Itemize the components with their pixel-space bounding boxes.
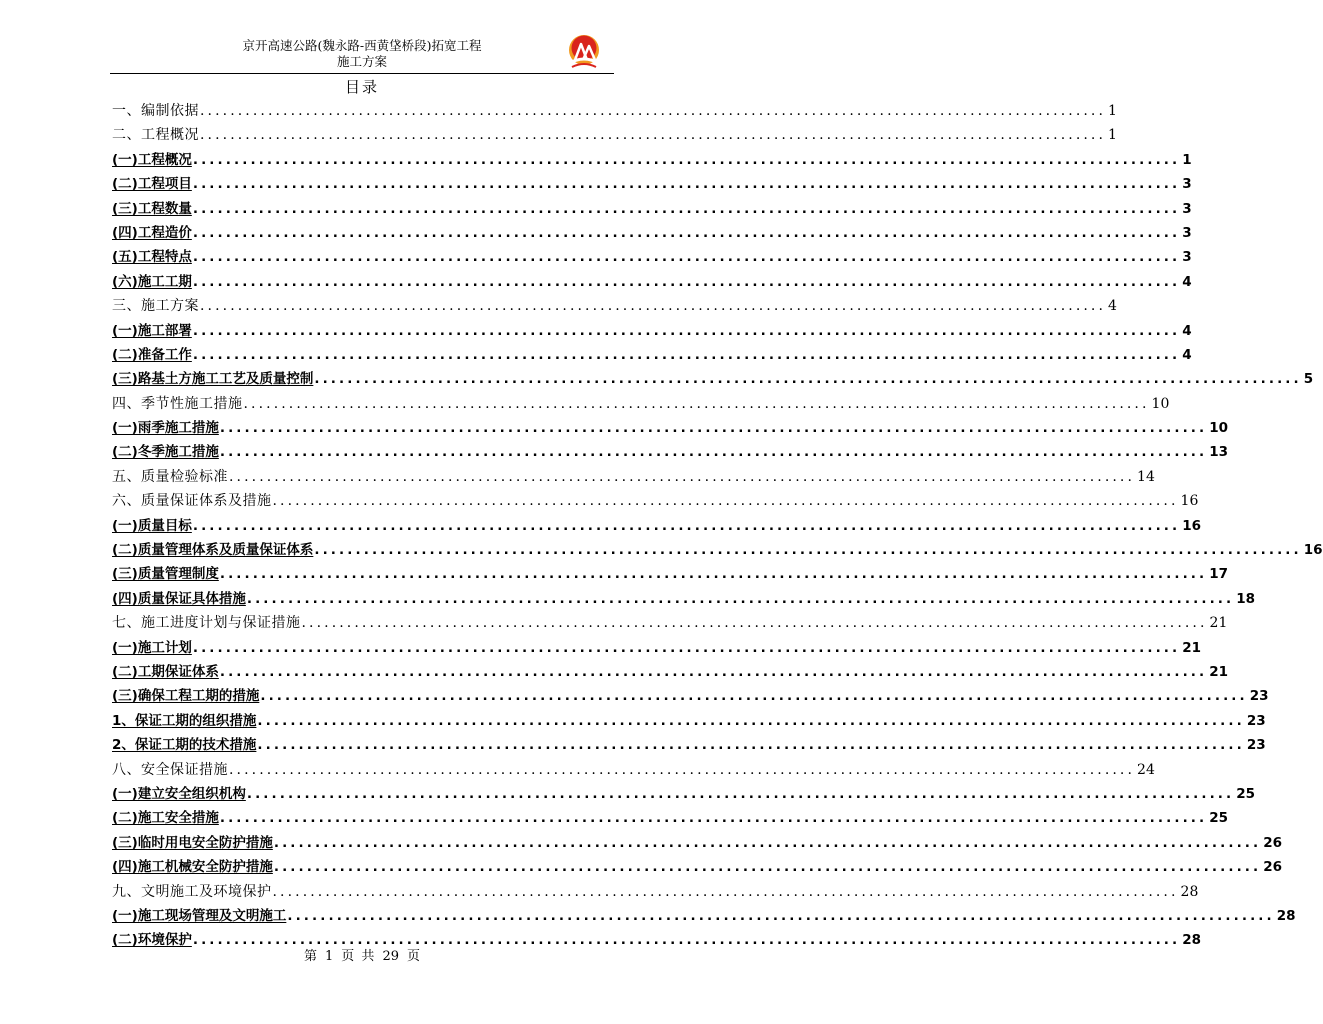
- toc-entry-label: (五)工程特点: [112, 249, 192, 266]
- toc-dot-leader: ........................................................................................................................: [287, 907, 1275, 924]
- footer-mid: 页 共: [341, 949, 375, 964]
- toc-dot-leader: ........................................................................................................................: [257, 712, 1245, 729]
- toc-entry-page: 25: [1209, 810, 1229, 827]
- toc-dot-leader: ........................................................................................................................: [192, 273, 1181, 290]
- toc-entry-label: (一)质量目标: [112, 517, 192, 534]
- toc-entry[interactable]: [112, 538, 1323, 562]
- toc-dot-leader: ........................................................................................................................: [314, 371, 1302, 388]
- toc-dot-leader: ........................................................................................................................: [192, 151, 1181, 168]
- toc-entry[interactable]: [112, 880, 1199, 904]
- toc-entry-label: (六)施工工期: [112, 273, 192, 290]
- toc-entry-page: 17: [1209, 566, 1229, 583]
- toc-entry-label: (二)工程项目: [112, 176, 192, 193]
- toc-entry-label: (一)施工计划: [112, 639, 192, 656]
- toc-entry-label: 六、质量保证体系及措施: [112, 493, 272, 510]
- toc-dot-leader: ........................................................................................................................: [200, 103, 1107, 119]
- toc-dot-leader: ........................................................................................................................: [260, 688, 1248, 705]
- toc-entry-page: 16: [1180, 493, 1199, 510]
- toc-entry-label: 一、编制依据: [112, 103, 199, 119]
- toc-dot-leader: ........................................................................................................................: [257, 737, 1245, 754]
- toc-entry-page: 1: [1182, 151, 1192, 168]
- toc-entry-label: 四、季节性施工措施: [112, 395, 243, 412]
- toc-entry[interactable]: [112, 806, 1229, 830]
- toc-entry-label: (二)准备工作: [112, 346, 192, 363]
- toc-entry-page: 16: [1303, 542, 1323, 559]
- toc-entry-page: 10: [1209, 420, 1229, 437]
- toc-entry-label: (二)冬季施工措施: [112, 444, 219, 461]
- toc-entry-page: 26: [1263, 859, 1283, 876]
- toc-entry[interactable]: [112, 758, 1155, 782]
- toc-dot-leader: ........................................................................................................................: [273, 859, 1262, 876]
- toc-entry-page: 21: [1209, 615, 1228, 632]
- toc-entry-page: 3: [1182, 224, 1192, 241]
- toc-entry-page: 4: [1182, 346, 1192, 363]
- toc-entry-page: 16: [1182, 517, 1202, 534]
- toc-entry-label: (一)工程概况: [112, 151, 192, 168]
- toc-dot-leader: ........................................................................................................................: [229, 761, 1136, 778]
- footer-total-pages: 29: [382, 949, 399, 964]
- toc-dot-leader: ........................................................................................................................: [301, 615, 1208, 632]
- toc-entry[interactable]: [112, 514, 1202, 538]
- toc-dot-leader: ........................................................................................................................: [243, 395, 1150, 412]
- toc-dot-leader: ........................................................................................................................: [246, 785, 1235, 802]
- toc-entry-page: 28: [1180, 883, 1199, 900]
- toc-entry-label: (三)工程数量: [112, 200, 192, 217]
- toc-entry-page: 23: [1246, 712, 1266, 729]
- toc-dot-leader: ........................................................................................................................: [219, 663, 1208, 680]
- toc-entry[interactable]: [112, 99, 1117, 123]
- footer-page-number: 1: [325, 949, 334, 964]
- toc-entry-label: (三)确保工程工期的措施: [112, 688, 260, 705]
- toc-entry-page: 4: [1108, 298, 1117, 315]
- toc-entry-page: 21: [1209, 663, 1229, 680]
- toc-dot-leader: ........................................................................................................................: [192, 200, 1181, 217]
- toc-entry[interactable]: [112, 636, 1202, 660]
- toc-dot-leader: ........................................................................................................................: [192, 517, 1181, 534]
- toc-entry[interactable]: [112, 270, 1192, 294]
- page-footer: [0, 945, 724, 964]
- toc-dot-leader: ........................................................................................................................: [192, 224, 1181, 241]
- toc-entry-label: (三)路基土方施工工艺及质量控制: [112, 371, 314, 388]
- toc-entry[interactable]: [112, 294, 1117, 318]
- toc-entry-page: 28: [1276, 907, 1296, 924]
- page-header: [110, 38, 614, 70]
- toc-entry-label: (二)环境保护: [112, 932, 192, 949]
- toc-entry[interactable]: [112, 831, 1283, 855]
- toc-entry-label: (一)施工现场管理及文明施工: [112, 907, 287, 924]
- toc-entry-label: 七、施工进度计划与保证措施: [112, 615, 301, 632]
- toc-dot-leader: ........................................................................................................................: [229, 468, 1136, 485]
- toc-entry[interactable]: [112, 465, 1155, 489]
- toc-dot-leader: ........................................................................................................................: [272, 883, 1179, 900]
- toc-entry-label: (三)质量管理制度: [112, 566, 219, 583]
- toc-entry-page: 23: [1246, 737, 1266, 754]
- toc-dot-leader: ........................................................................................................................: [192, 176, 1181, 193]
- toc-dot-leader: ........................................................................................................................: [272, 493, 1179, 510]
- toc-entry-page: 21: [1182, 639, 1202, 656]
- toc-entry-label: (二)质量管理体系及质量保证体系: [112, 542, 314, 559]
- toc-dot-leader: ........................................................................................................................: [192, 932, 1181, 949]
- toc-entry-label: (三)临时用电安全防护措施: [112, 834, 273, 851]
- toc-entry[interactable]: [112, 245, 1192, 269]
- toc-entry-label: 1、保证工期的组织措施: [112, 712, 257, 729]
- toc-entry-page: 3: [1182, 200, 1192, 217]
- toc-entry[interactable]: [112, 440, 1229, 464]
- toc-dot-leader: ........................................................................................................................: [200, 298, 1107, 315]
- toc-title: 目录: [344, 78, 379, 96]
- toc-dot-leader: ........................................................................................................................: [219, 566, 1208, 583]
- toc-entry[interactable]: [112, 367, 1314, 391]
- toc-entry-page: 10: [1151, 395, 1170, 412]
- toc-entry-page: 1: [1108, 127, 1117, 144]
- toc-entry[interactable]: [112, 197, 1192, 221]
- toc-entry-page: 1: [1108, 103, 1117, 119]
- footer-prefix: 第: [304, 949, 318, 964]
- toc-entry[interactable]: [112, 562, 1229, 586]
- footer-suffix: 页: [406, 949, 420, 964]
- toc-dot-leader: ........................................................................................................................: [219, 810, 1208, 827]
- toc-entry[interactable]: [112, 587, 1256, 611]
- company-logo-icon: [562, 34, 606, 70]
- toc-entry-page: 28: [1182, 932, 1202, 949]
- toc-entry[interactable]: [112, 148, 1192, 172]
- toc-entry-label: (一)雨季施工措施: [112, 420, 219, 437]
- toc-entry[interactable]: [112, 782, 1256, 806]
- toc-entry-page: 26: [1263, 834, 1283, 851]
- toc-entry-page: 14: [1137, 468, 1155, 485]
- toc-entry-label: 九、文明施工及环境保护: [112, 883, 272, 900]
- toc-dot-leader: ........................................................................................................................: [192, 249, 1181, 266]
- toc-entry-page: 24: [1137, 761, 1155, 778]
- toc-entry-page: 23: [1249, 688, 1269, 705]
- toc-entry-page: 3: [1182, 249, 1192, 266]
- toc-entry-label: (一)建立安全组织机构: [112, 785, 246, 802]
- toc-dot-leader: ........................................................................................................................: [246, 590, 1235, 607]
- toc-dot-leader: ........................................................................................................................: [192, 322, 1181, 339]
- toc-entry-label: (四)质量保证具体措施: [112, 590, 246, 607]
- toc-entry[interactable]: [112, 684, 1269, 708]
- toc-entry[interactable]: [112, 221, 1192, 245]
- toc-dot-leader: ........................................................................................................................: [192, 346, 1181, 363]
- toc-dot-leader: ........................................................................................................................: [273, 834, 1262, 851]
- header-doc-title: 施工方案: [336, 54, 387, 69]
- toc-entry[interactable]: [112, 392, 1170, 416]
- header-divider: [110, 73, 614, 74]
- toc-entry-label: 五、质量检验标准: [112, 468, 228, 485]
- table-of-contents: [112, 99, 1323, 953]
- toc-entry[interactable]: [112, 416, 1229, 440]
- header-project-title: 京开高速公路(魏永路-西黄垡桥段)拓宽工程: [242, 38, 482, 53]
- toc-dot-leader: ........................................................................................................................: [200, 127, 1107, 144]
- toc-entry-label: (二)施工安全措施: [112, 810, 219, 827]
- toc-entry-page: 18: [1236, 590, 1256, 607]
- toc-entry-page: 25: [1236, 785, 1256, 802]
- toc-entry[interactable]: [112, 172, 1192, 196]
- toc-entry[interactable]: [112, 660, 1229, 684]
- toc-entry-page: 3: [1182, 176, 1192, 193]
- toc-entry-label: (四)施工机械安全防护措施: [112, 859, 273, 876]
- toc-entry[interactable]: [112, 855, 1283, 879]
- toc-entry[interactable]: [112, 319, 1192, 343]
- toc-entry[interactable]: [112, 343, 1192, 367]
- toc-dot-leader: ........................................................................................................................: [219, 444, 1208, 461]
- toc-entry-label: 2、保证工期的技术措施: [112, 737, 257, 754]
- toc-dot-leader: ........................................................................................................................: [219, 420, 1208, 437]
- toc-entry-page: 4: [1182, 322, 1192, 339]
- toc-dot-leader: ........................................................................................................................: [192, 639, 1181, 656]
- toc-entry[interactable]: [112, 904, 1296, 928]
- toc-entry-label: (二)工期保证体系: [112, 663, 219, 680]
- toc-entry-label: 二、工程概况: [112, 127, 199, 144]
- toc-entry[interactable]: [112, 123, 1117, 147]
- toc-entry[interactable]: [112, 489, 1199, 513]
- toc-entry[interactable]: [112, 611, 1228, 635]
- toc-dot-leader: ........................................................................................................................: [314, 542, 1302, 559]
- toc-entry-page: 5: [1303, 371, 1314, 388]
- toc-entry[interactable]: [112, 733, 1266, 757]
- toc-entry-page: 13: [1209, 444, 1229, 461]
- toc-entry-label: (四)工程造价: [112, 224, 192, 241]
- toc-entry-label: (一)施工部署: [112, 322, 192, 339]
- toc-entry-label: 三、施工方案: [112, 298, 199, 315]
- toc-entry-page: 4: [1182, 273, 1192, 290]
- toc-entry-label: 八、安全保证措施: [112, 761, 228, 778]
- toc-entry[interactable]: [112, 709, 1266, 733]
